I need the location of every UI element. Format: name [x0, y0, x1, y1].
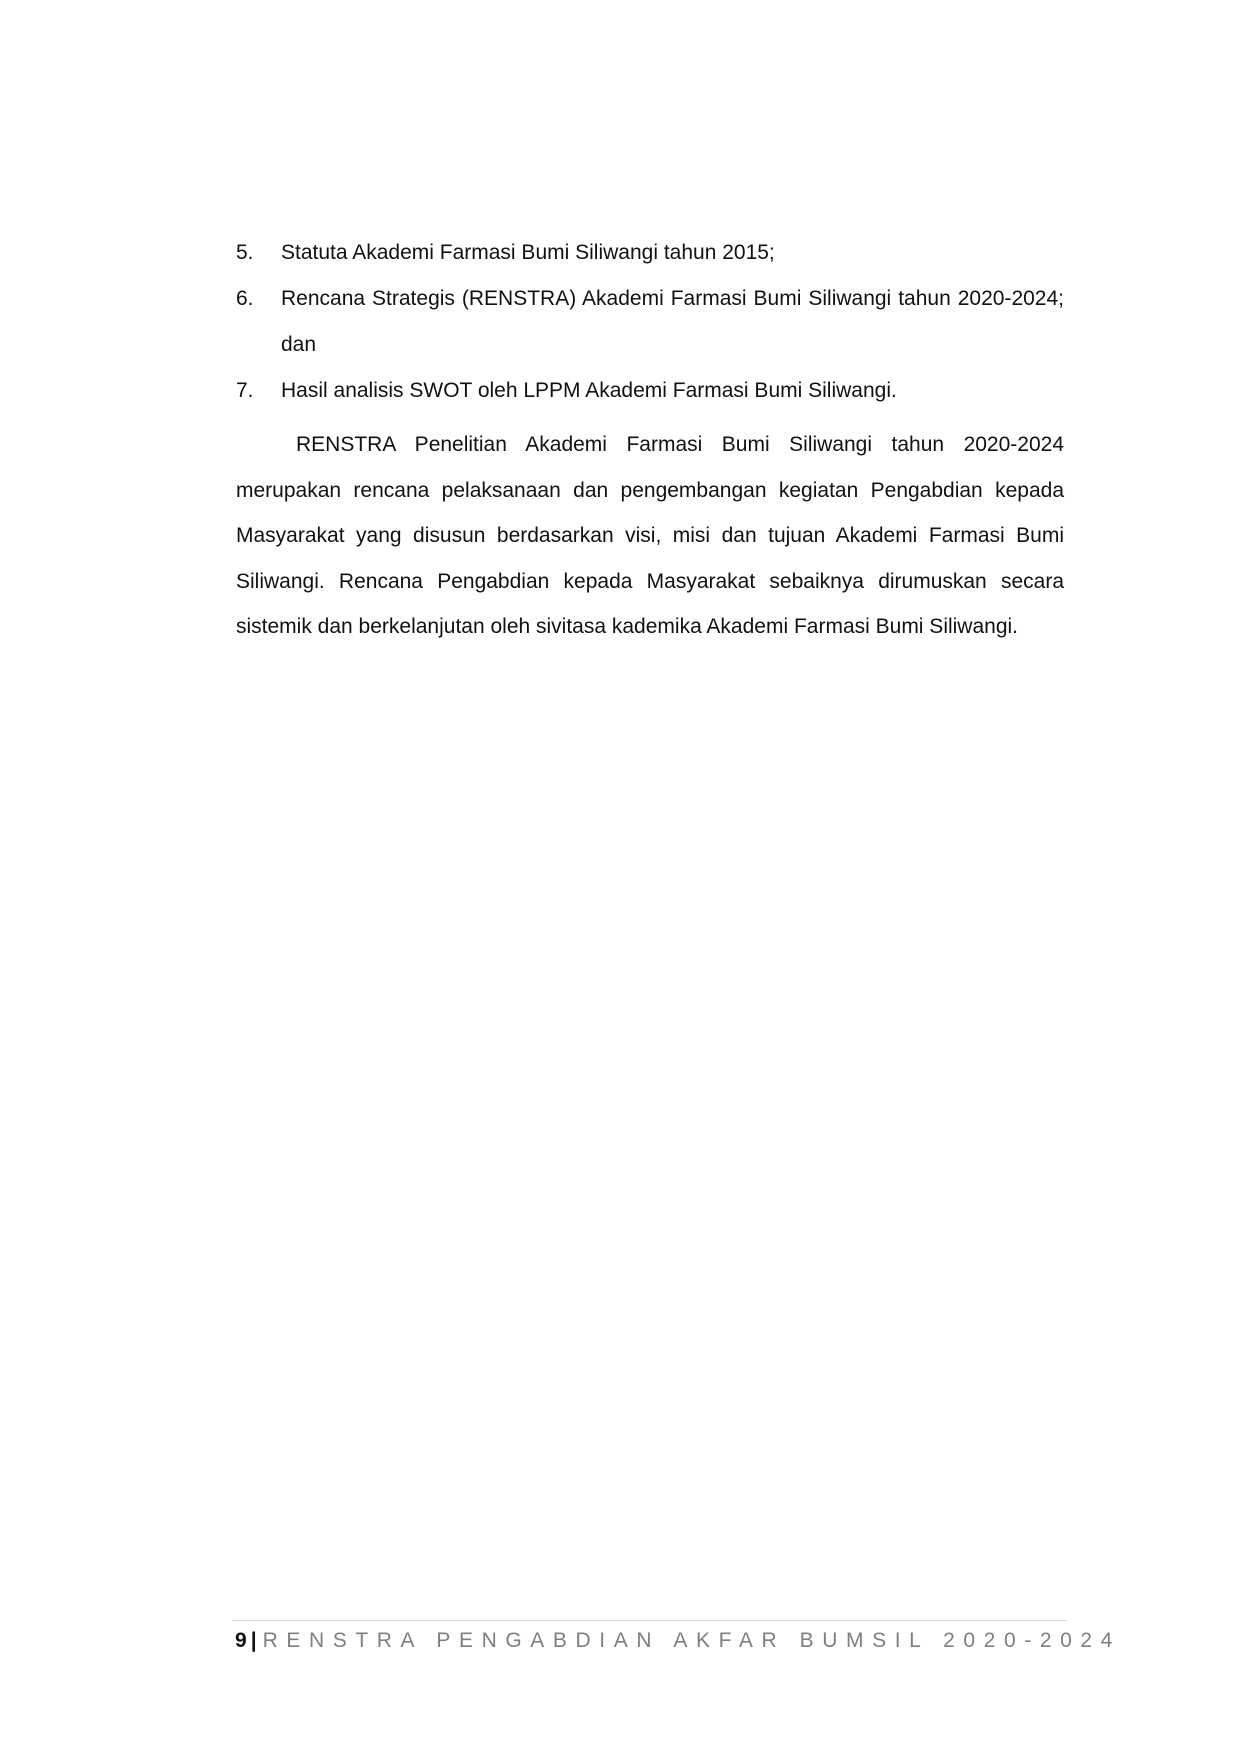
footer-divider [232, 1620, 1067, 1621]
page-content [236, 230, 1064, 671]
list-item-text: Hasil analisis SWOT oleh LPPM Akademi Farmasi Bumi Siliwangi. [281, 379, 897, 402]
list-item-text: Rencana Strategis (RENSTRA) Akademi Farmasi Bumi Siliwangi tahun 2020-2024; dan [281, 287, 1064, 356]
list-item [236, 368, 1064, 414]
list-item-number: 5. [236, 241, 254, 264]
list-item-number: 6. [236, 287, 254, 310]
footer-separator: | [250, 1629, 257, 1652]
list-item-number: 7. [236, 379, 254, 402]
page-footer [235, 1626, 1121, 1656]
list-item-text: Statuta Akademi Farmasi Bumi Siliwangi tahun 2015; [281, 241, 775, 264]
page-number: 9 [235, 1629, 247, 1652]
footer-title: RENSTRA PENGABDIAN AKFAR BUMSIL 2020-2024 [262, 1629, 1121, 1652]
list-item [236, 276, 1064, 368]
list-item [236, 230, 1064, 276]
regulation-list [236, 230, 1064, 414]
body-paragraph: RENSTRA Penelitian Akademi Farmasi Bumi Siliwangi tahun 2020-2024 merupakan rencana pelaksanaan dan pengembangan kegiatan Pengabdian kepada Masyarakat yang disusun berdasarkan visi, misi dan tujuan Akademi Farmasi Bumi Siliwangi. Rencana Pengabdian kepada Masyarakat sebaiknya dirumuskan secara sistemik dan berkelanjutan oleh sivitasa kademika Akademi Farmasi Bumi Siliwangi. [236, 433, 1064, 638]
